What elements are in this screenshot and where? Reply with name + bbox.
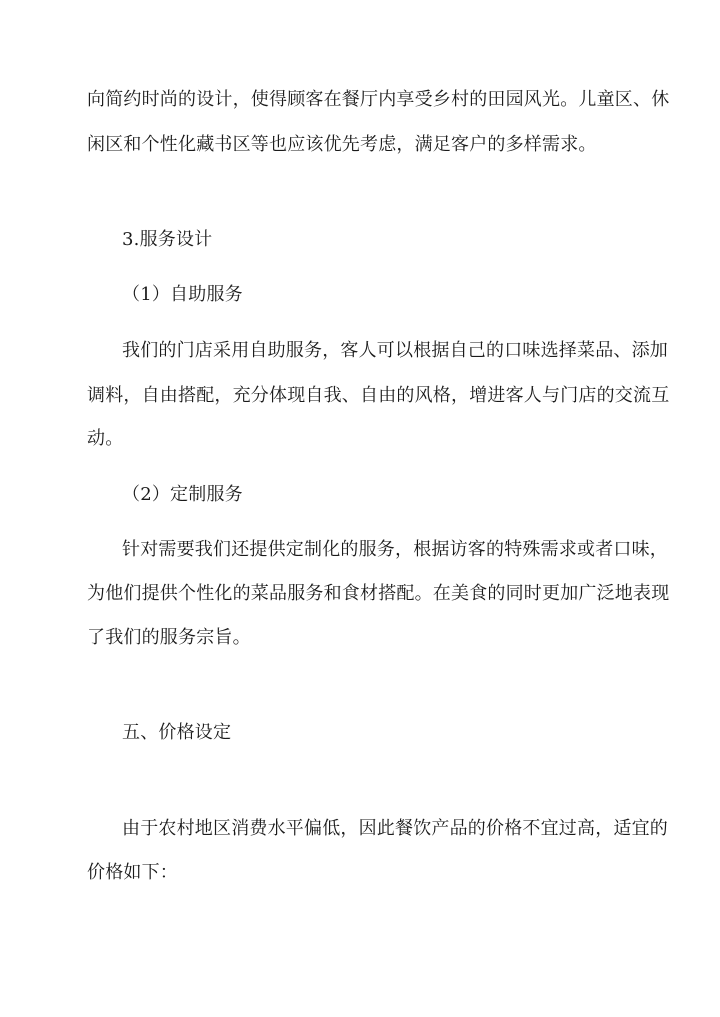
subheading-custom-service: （2）定制服务 xyxy=(122,484,243,505)
paragraph-line: 闲区和个性化藏书区等也应该优先考虑，满足客户的多样需求。 xyxy=(87,134,597,155)
section-heading-service-design: 3.服务设计 xyxy=(122,229,213,250)
paragraph-line: 由于农村地区消费水平偏低，因此餐饮产品的价格不宜过高，适宜的 xyxy=(122,818,668,839)
section-heading-pricing: 五、价格设定 xyxy=(122,722,232,743)
paragraph-line: 调料，自由搭配，充分体现自我、自由的风格，增进客人与门店的交流互 xyxy=(87,385,670,406)
paragraph-line: 动。 xyxy=(87,428,124,449)
paragraph-line: 我们的门店采用自助服务，客人可以根据自己的口味选择菜品、添加 xyxy=(122,340,668,361)
paragraph-line: 价格如下： xyxy=(87,862,178,883)
paragraph-line: 了我们的服务宗旨。 xyxy=(87,627,251,648)
paragraph-line: 为他们提供个性化的菜品服务和食材搭配。在美食的同时更加广泛地表现 xyxy=(87,583,670,604)
paragraph-line: 向简约时尚的设计，使得顾客在餐厅内享受乡村的田园风光。儿童区、休 xyxy=(87,89,670,110)
paragraph-line: 针对需要我们还提供定制化的服务，根据访客的特殊需求或者口味， xyxy=(122,539,668,560)
subheading-self-service: （1）自助服务 xyxy=(122,284,243,305)
